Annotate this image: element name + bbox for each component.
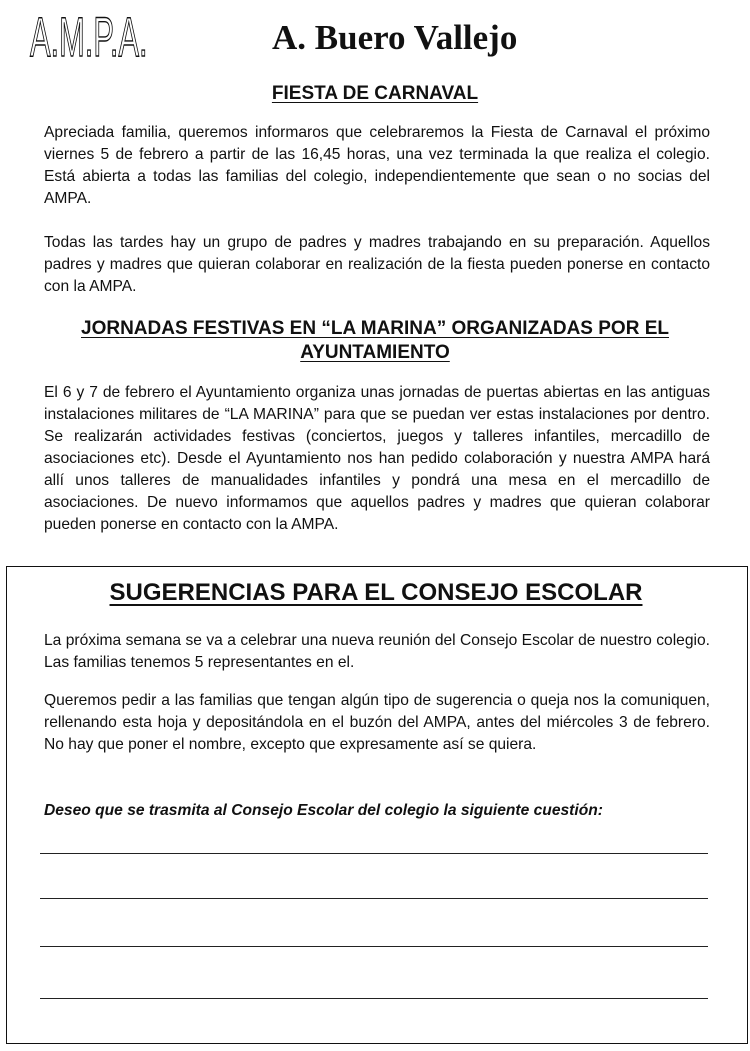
carnival-paragraph-1: Apreciada familia, queremos informaros que celebraremos la Fiesta de Carnaval el próximo viernes 5 de febrero a partir de las 16,45 horas, una vez terminada la que realiza el colegio. Está abierta a todas las familias del colegio, independientemente que sean o no socias del AMPA.	[44, 124, 710, 207]
carnival-paragraph-2: Todas las tardes hay un grupo de padres y madres trabajando en su preparación. Aquellos padres y madres que quieran colaborar en realización de la fiesta pueden ponerse en contacto con la AMPA.	[44, 234, 710, 295]
marina-title-line-1: JORNADAS FESTIVAS EN “LA MARINA” ORGANIZADAS POR EL	[81, 318, 669, 339]
council-paragraph-2: Queremos pedir a las familias que tengan algún tipo de sugerencia o queja nos la comuniquen, rellenando esta hoja y depositándola en el buzón del AMPA, antes del miércoles 3 de febrero. No hay que poner el nombre, excepto que expresamente así se quiera.	[44, 692, 710, 753]
school-name: A. Buero Vallejo	[272, 18, 518, 57]
answer-line[interactable]	[40, 998, 708, 999]
marina-title-line-2: AYUNTAMIENTO	[300, 342, 450, 363]
council-title: SUGERENCIAS PARA EL CONSEJO ESCOLAR	[109, 579, 643, 606]
answer-line[interactable]	[40, 853, 708, 854]
marina-paragraph: El 6 y 7 de febrero el Ayuntamiento organiza unas jornadas de puertas abiertas en las antiguas instalaciones militares de “LA MARINA” para que se puedan ver estas instalaciones por dentro. Se realizarán actividades festivas (conciertos, juegos y talleres infantiles, mercadillo de asociaciones etc). Desde el Ayuntamiento nos han pedido colaboración y nuestra AMPA hará allí unos talleres de manualidades infantiles y pondrá una mesa en el mercadillo de asociaciones. De nuevo informamos que aquellos padres y madres que quieran colaborar pueden ponerse en contacto con la AMPA.	[44, 384, 710, 533]
suggestion-prompt: Deseo que se trasmita al Consejo Escolar del colegio la siguiente cuestión:	[44, 802, 603, 819]
document-header	[0, 0, 750, 80]
answer-line[interactable]	[40, 946, 708, 947]
carnival-title: FIESTA DE CARNAVAL	[271, 83, 479, 104]
answer-line[interactable]	[40, 898, 708, 899]
council-paragraph-1: La próxima semana se va a celebrar una nueva reunión del Consejo Escolar de nuestro colegio. Las familias tenemos 5 representantes en el.	[44, 632, 710, 671]
ampa-logo: A.M.P.A.	[30, 5, 148, 68]
